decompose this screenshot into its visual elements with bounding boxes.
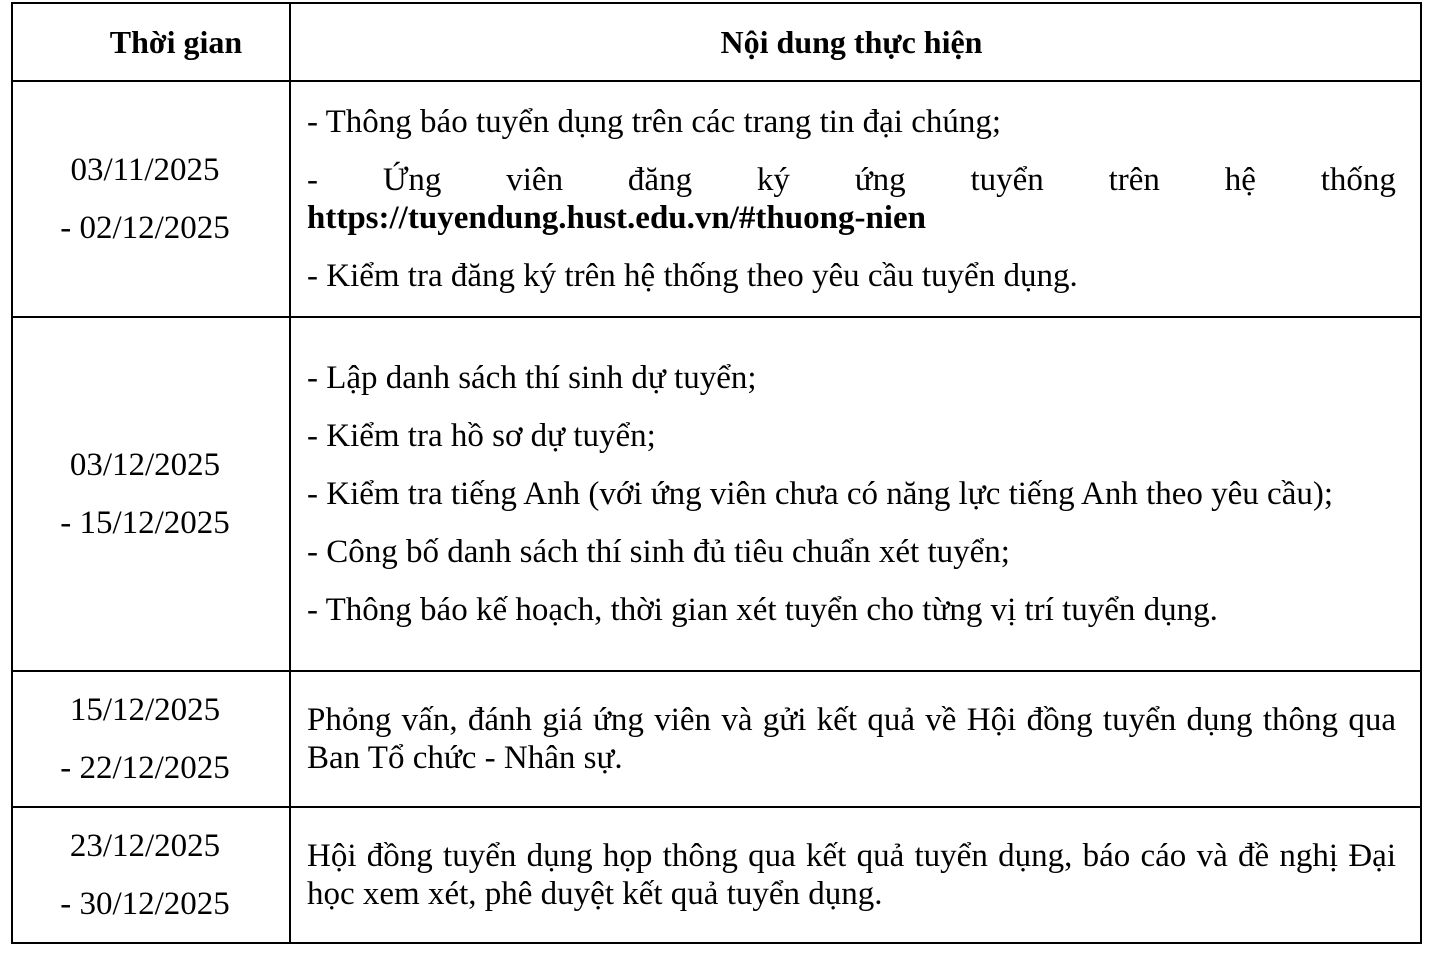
content-item: - Lập danh sách thí sinh dự tuyển; (307, 360, 757, 396)
content-cell (291, 808, 1420, 942)
date-from: 23/12/2025 (69, 828, 221, 864)
content-item: - Kiểm tra hồ sơ dự tuyển; (307, 418, 656, 454)
content-item: - Kiểm tra tiếng Anh (với ứng viên chưa có năng lực tiếng Anh theo yêu cầu); (307, 476, 1333, 512)
header-time: Thời gian (13, 4, 291, 80)
time-cell (13, 808, 291, 942)
content-cell (291, 672, 1420, 806)
header-content: Nội dung thực hiện (720, 23, 983, 60)
word: viên (506, 162, 564, 198)
time-cell (13, 82, 291, 316)
word: - (307, 162, 318, 198)
content-item: - Kiểm tra đăng ký trên hệ thống theo yêu cầu tuyển dụng. (307, 258, 1078, 294)
word: trên (1108, 162, 1160, 198)
word: ký (756, 162, 790, 198)
table-row (13, 672, 1420, 808)
content-item: Hội đồng tuyển dụng họp thông qua kết quả tuyển dụng, báo cáo và đề nghị Đại học xem xét, phê duyệt kết quả tuyển dụng. (307, 838, 1396, 912)
content-item (307, 161, 1396, 237)
table-header-row (13, 4, 1420, 82)
date-from: 03/11/2025 (70, 152, 220, 188)
justified-line (307, 161, 1396, 199)
content-item: - Thông báo tuyển dụng trên các trang tin đại chúng; (307, 104, 1002, 140)
date-to: - 30/12/2025 (60, 886, 230, 922)
date-to: - 02/12/2025 (60, 210, 230, 246)
table-row (13, 82, 1420, 318)
table-row (13, 808, 1420, 942)
date-to: - 15/12/2025 (60, 505, 230, 541)
content-cell (291, 318, 1420, 670)
schedule-table (11, 2, 1422, 944)
date-from: 03/12/2025 (69, 447, 221, 483)
word: hệ (1224, 162, 1256, 198)
word: tuyển (970, 162, 1044, 198)
content-cell (291, 82, 1420, 316)
date-from: 15/12/2025 (69, 692, 221, 728)
table-row (13, 318, 1420, 672)
date-to: - 22/12/2025 (60, 750, 230, 786)
word: thống (1320, 162, 1396, 198)
content-item: Phỏng vấn, đánh giá ứng viên và gửi kết quả về Hội đồng tuyển dụng thông qua Ban Tổ chức - Nhân sự. (307, 702, 1396, 776)
word: đăng (627, 162, 693, 198)
registration-link[interactable]: https://tuyendung.hust.edu.vn/#thuong-nien (307, 200, 926, 236)
content-item: - Thông báo kế hoạch, thời gian xét tuyển cho từng vị trí tuyển dụng. (307, 592, 1218, 628)
time-cell (13, 672, 291, 806)
time-cell (13, 318, 291, 670)
content-item: - Công bố danh sách thí sinh đủ tiêu chuẩn xét tuyển; (307, 534, 1010, 570)
word: Ứng (382, 162, 442, 198)
word: ứng (854, 162, 906, 198)
